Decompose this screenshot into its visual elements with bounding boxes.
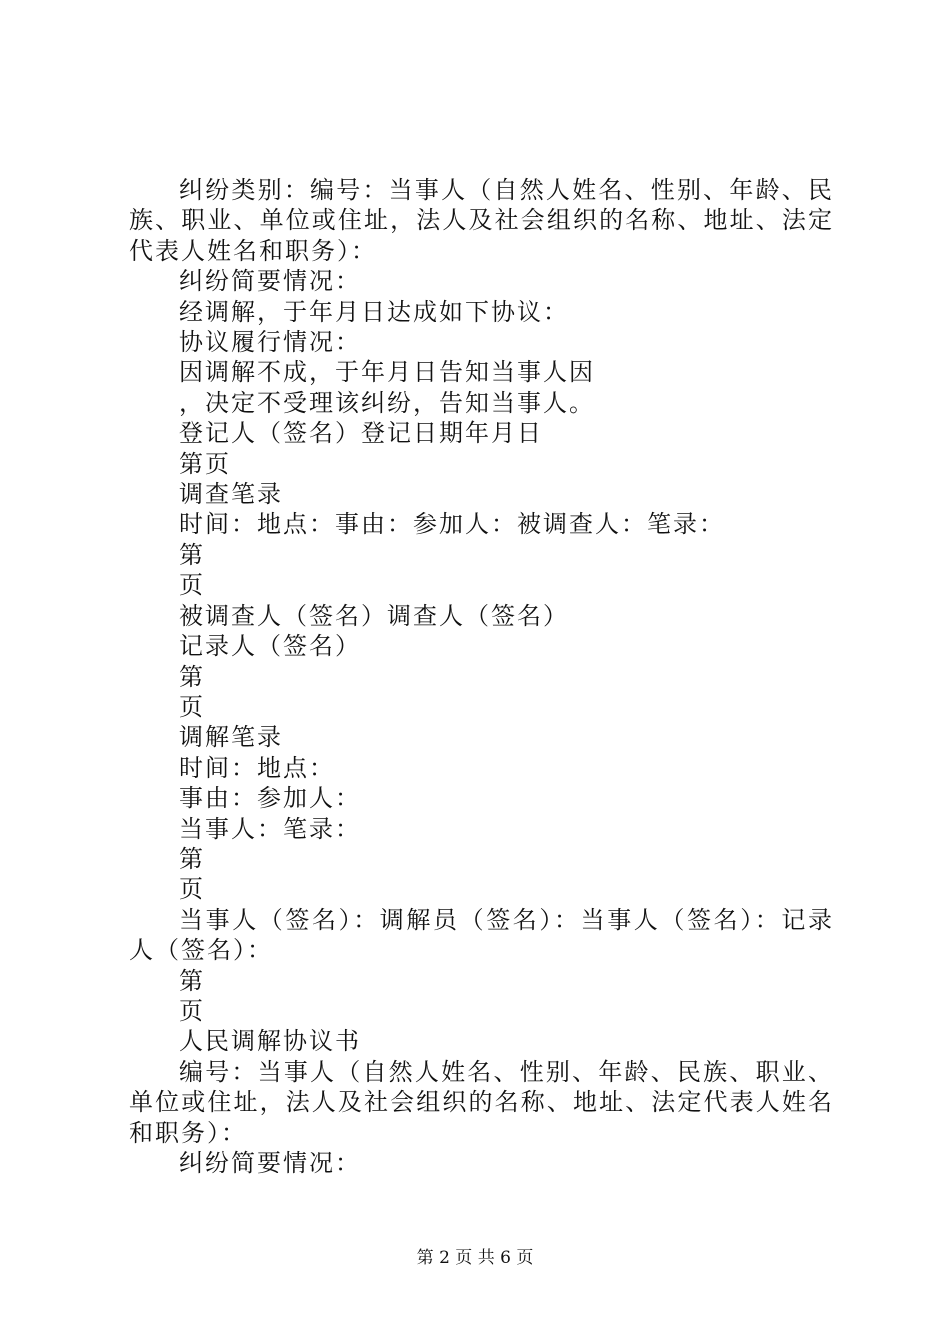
page-footer: 第 2 页 共 6 页	[416, 1248, 534, 1268]
paragraph: 纠纷简要情况：	[179, 267, 361, 296]
page-number-mark: 页	[179, 996, 205, 1025]
paragraph: 因调解不成，于年月日告知当事人因	[179, 358, 595, 387]
page-number-mark: 页	[179, 692, 205, 721]
paragraph: ，决定不受理该纠纷，告知当事人。	[179, 388, 595, 417]
document-body	[129, 175, 834, 1178]
paragraph: 事由：参加人：	[179, 784, 361, 813]
section-title: 人民调解协议书	[179, 1027, 361, 1056]
page-number-mark: 第	[179, 540, 205, 569]
paragraph: 经调解，于年月日达成如下协议：	[179, 297, 569, 326]
page-number-mark: 第页	[179, 449, 231, 478]
paragraph: 纠纷类别：编号：当事人（自然人姓名、性别、年龄、民族、职业、单位或住址，法人及社会组织的名称、地址、法定代表人姓名和职务）：	[129, 176, 834, 265]
paragraph: 时间：地点：	[179, 753, 335, 782]
page-number-mark: 第	[179, 966, 205, 995]
page-number-mark: 第	[179, 844, 205, 873]
page-number-mark: 第	[179, 662, 205, 691]
page-number-mark: 页	[179, 571, 205, 600]
paragraph: 编号：当事人（自然人姓名、性别、年龄、民族、职业、单位或住址，法人及社会组织的名称、地址、法定代表人姓名和职务）：	[129, 1057, 834, 1147]
paragraph: 纠纷简要情况：	[179, 1149, 361, 1177]
paragraph: 协议履行情况：	[179, 328, 361, 357]
section-title: 调解笔录	[179, 723, 283, 752]
section-title: 调查笔录	[179, 480, 283, 509]
paragraph: 被调查人（签名）调查人（签名）	[179, 601, 569, 630]
paragraph: 记录人（签名）	[179, 632, 361, 661]
paragraph: 时间：地点：事由：参加人：被调查人：笔录：	[179, 510, 725, 539]
paragraph: 当事人：笔录：	[179, 814, 361, 843]
page-number-mark: 页	[179, 875, 205, 904]
paragraph: 登记人（签名）登记日期年月日	[179, 419, 543, 448]
paragraph: 当事人（签名）：调解员（签名）：当事人（签名）：记录人（签名）：	[129, 905, 834, 965]
